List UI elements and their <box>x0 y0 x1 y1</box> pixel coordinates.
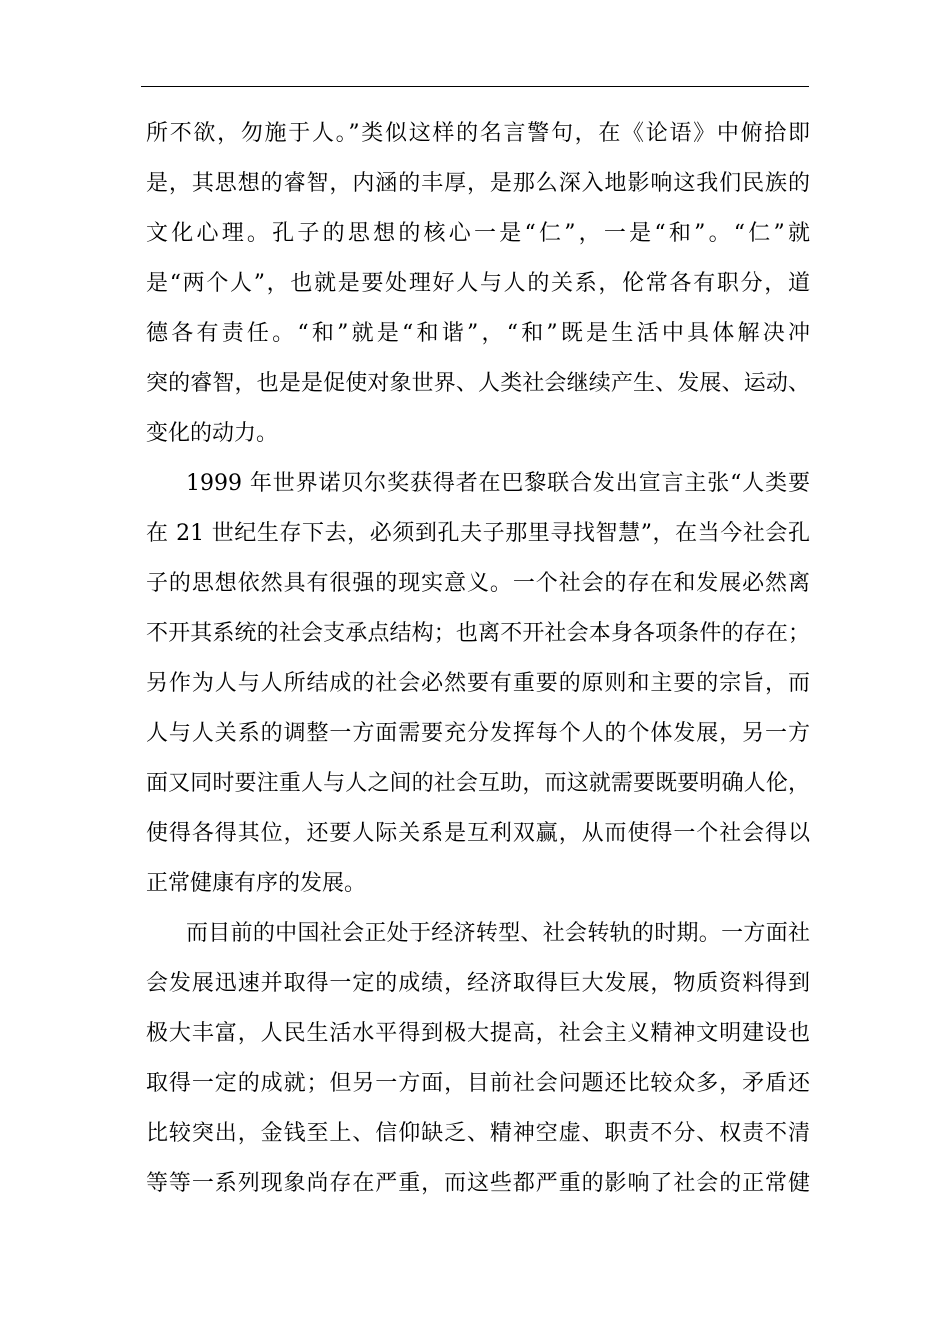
text-line: 正常健康有序的发展。 <box>146 871 367 896</box>
text-line: 不开其系统的社会支承点结构；也离不开社会本身各项条件的存在； <box>146 621 810 646</box>
text-line: 是“两个人”，也就是要处理好人与人的关系，伦常各有职分，道 <box>146 271 810 296</box>
text-line: 会发展迅速并取得一定的成绩，经济取得巨大发展，物质资料得到 <box>146 971 810 996</box>
text-line: 取得一定的成就；但另一方面，目前社会问题还比较众多，矛盾还 <box>146 1071 810 1096</box>
text-line: 1999 年世界诺贝尔奖获得者在巴黎联合发出宣言主张“人类要 <box>186 471 810 496</box>
text-line: 人与人关系的调整一方面需要充分发挥每个人的个体发展，另一方 <box>146 721 810 746</box>
text-line: 所不欲，勿施于人。”类似这样的名言警句，在《论语》中俯拾即 <box>146 121 810 146</box>
text-line: 使得各得其位，还要人际关系是互利双赢，从而使得一个社会得以 <box>146 821 810 846</box>
text-line: 而目前的中国社会正处于经济转型、社会转轨的时期。一方面社 <box>186 921 810 946</box>
text-line: 面又同时要注重人与人之间的社会互助，而这就需要既要明确人伦， <box>146 771 810 796</box>
header-rule <box>141 86 809 87</box>
text-line: 变化的动力。 <box>146 421 279 446</box>
text-line: 在 21 世纪生存下去，必须到孔夫子那里寻找智慧”，在当今社会孔 <box>146 521 810 546</box>
text-line: 是，其思想的睿智，内涵的丰厚，是那么深入地影响这我们民族的 <box>146 171 810 196</box>
text-line: 比较突出，金钱至上、信仰缺乏、精神空虚、职责不分、权责不清 <box>146 1121 810 1146</box>
text-line: 等等一系列现象尚存在严重，而这些都严重的影响了社会的正常健 <box>146 1171 810 1196</box>
text-line: 德各有责任。“和”就是“和谐”，“和”既是生活中具体解决冲 <box>146 321 810 346</box>
text-line: 突的睿智，也是是促使对象世界、人类社会继续产生、发展、运动、 <box>146 371 810 396</box>
text-line: 极大丰富，人民生活水平得到极大提高，社会主义精神文明建设也 <box>146 1021 810 1046</box>
document-body <box>146 109 810 1209</box>
text-line: 另作为人与人所结成的社会必然要有重要的原则和主要的宗旨，而 <box>146 671 810 696</box>
text-line: 文化心理。孔子的思想的核心一是“仁”，一是“和”。“仁”就 <box>146 221 810 246</box>
text-line: 子的思想依然具有很强的现实意义。一个社会的存在和发展必然离 <box>146 571 810 596</box>
